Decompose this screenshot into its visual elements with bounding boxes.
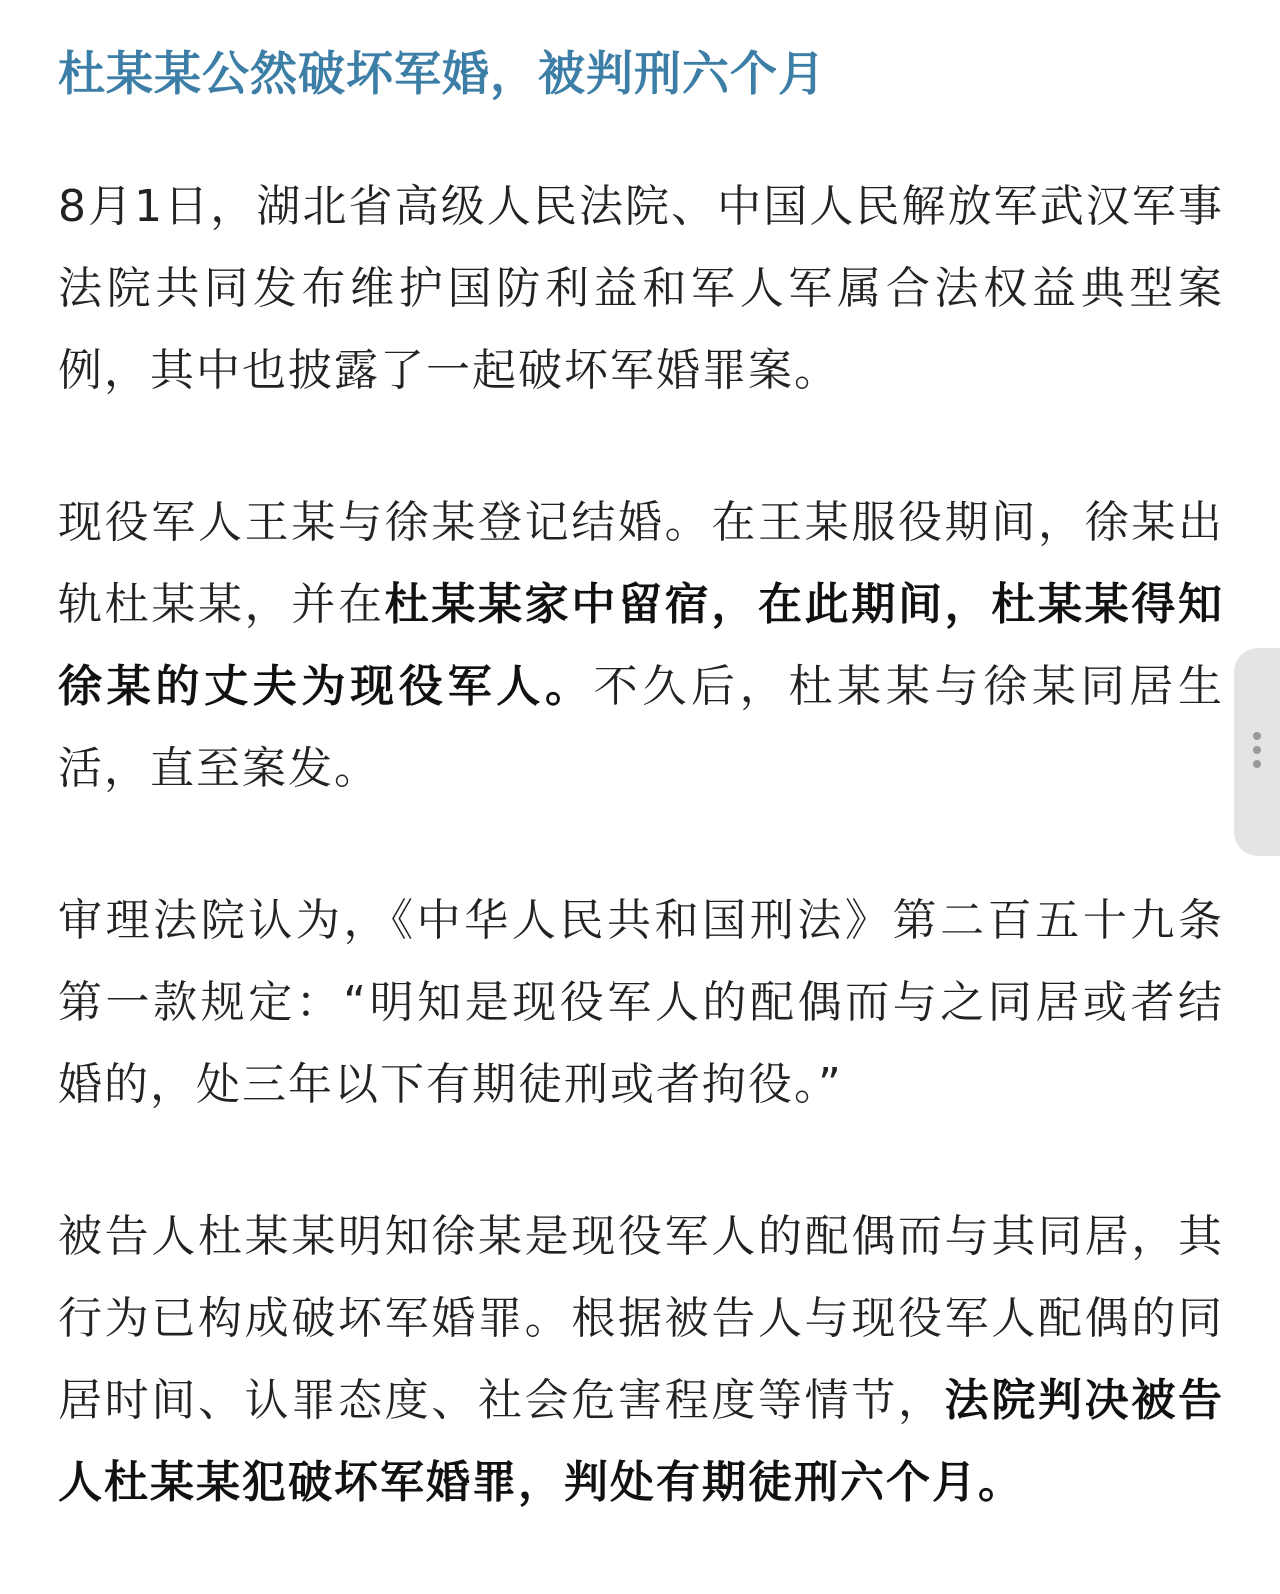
paragraph-3-text: 审理法院认为，《中华人民共和国刑法》第二百五十九条第一款规定：“明知是现役军人的配偶而与之同居或者结婚的，处三年以下有期徒刑或者拘役。” bbox=[58, 895, 1224, 1110]
paragraph-2-bold: 杜某某家中留宿，在此期间，杜某某得知徐某的丈夫为现役军人。 bbox=[58, 579, 1225, 712]
paragraph-2 bbox=[58, 482, 1224, 810]
paragraph-3 bbox=[58, 880, 1224, 1126]
paragraph-4 bbox=[58, 1196, 1224, 1524]
article-title: 杜某某公然破坏军婚，被判刑六个月 bbox=[58, 47, 826, 102]
paragraph-4-text: 被告人杜某某明知徐某是现役军人的配偶而与其同居，其行为已构成破坏军婚罪。根据被告人与现役军人配偶的同居时间、认罪态度、社会危害程度等情节， bbox=[58, 1211, 1224, 1426]
article bbox=[58, 40, 1224, 1594]
more-vertical-icon bbox=[1253, 732, 1261, 774]
side-drawer-handle[interactable] bbox=[1234, 648, 1280, 856]
dot bbox=[1253, 732, 1261, 740]
dot bbox=[1253, 760, 1261, 768]
paragraph-2-text-end: 不久后，杜某某与徐某同居生活，直至案发。 bbox=[58, 661, 1225, 794]
paragraph-4-bold: 法院判决被告人杜某某犯破坏军婚罪，判处有期徒刑六个月。 bbox=[58, 1375, 1225, 1508]
paragraph-1-text: 8月1日，湖北省高级人民法院、中国人民解放军武汉军事法院共同发布维护国防利益和军人军属合法权益典型案例，其中也披露了一起破坏军婚罪案。 bbox=[58, 181, 1224, 396]
paragraph-2-text-start: 现役军人王某与徐某登记结婚。在王某服役期间，徐某出轨杜某某，并在 bbox=[58, 497, 1224, 630]
paragraph-1 bbox=[58, 166, 1224, 412]
dot bbox=[1253, 746, 1261, 754]
